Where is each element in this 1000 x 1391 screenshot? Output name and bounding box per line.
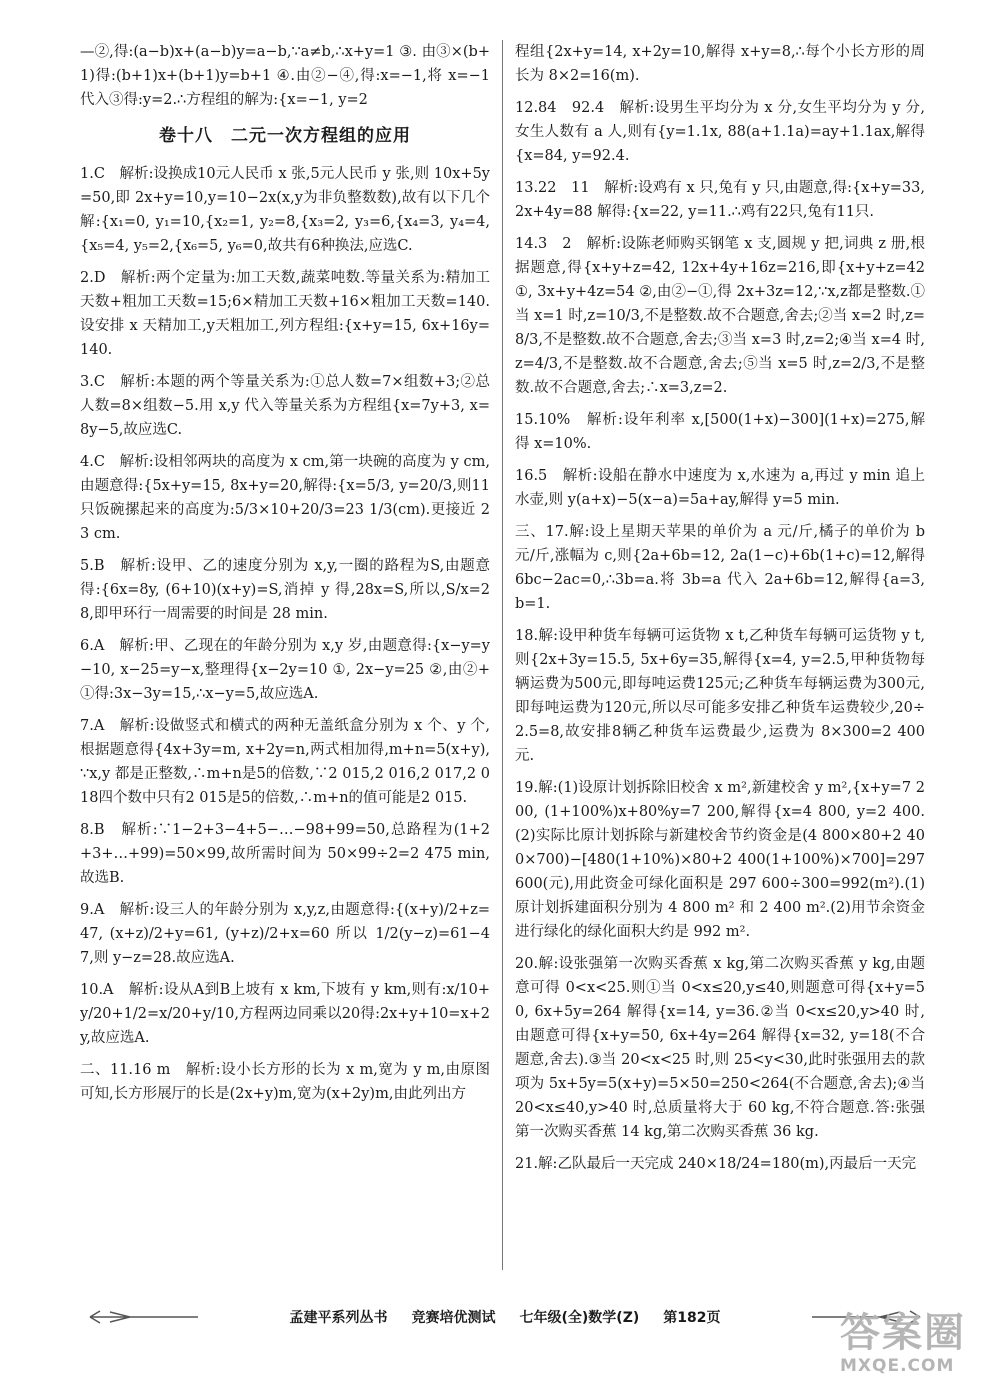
footer-book: 竞赛培优测试 bbox=[411, 1310, 496, 1326]
page-footer bbox=[200, 1300, 810, 1334]
answer-item: 三、17.解:设上星期天苹果的单价为 a 元/斤,橘子的单价为 b 元/斤,涨幅为 c,则{2a+6b=12, 2a(1−c)+6b(1+c)=12,解得 6bc−2ac=0,∴3b=a.将 3b=a 代入 2a+6b=12,解得{a=3, b=1. bbox=[515, 524, 925, 612]
footer-series: 孟建平系列丛书 bbox=[289, 1310, 388, 1326]
footer-grade: 七年级(全)数学(Z) bbox=[519, 1310, 640, 1326]
footer-ornament-left-icon bbox=[80, 1308, 200, 1326]
answer-item: 6.A 解析:甲、乙现在的年龄分别为 x,y 岁,由题意得:{x−y=y−10, x−25=y−x,整理得{x−2y=10 ①, 2x−y=25 ②,由②+①得:3x−3y=15,∴x−y=5,故应选A. bbox=[80, 638, 490, 702]
answer-item: 20.解:设张强第一次购买香蕉 x kg,第二次购买香蕉 y kg,由题意可得 0<x<25.则①当 0<x≤20,y≤40,则题意可得{x+y=50, 6x+5y=264 解得{x=14, y=36.②当 0<x≤20,y>40 时,由题意可得{x+y=50, 6x+4y=264 解得{x=32, y=18(不合题意,舍去).③当 20<x<25 时,则 25<y<30,此时张强用去的款项为 5x+5y=5(x+y)=5×50=250<264(不合题意,舍去);④当 20<x≤40,y>40 时,总质量将大于 60 kg,不符合题意.答:张强第一次购买香蕉 14 kg,第二次购买香蕉 36 kg. bbox=[515, 956, 925, 1140]
column-divider bbox=[502, 40, 503, 1270]
intro-paragraph: —②,得:(a−b)x+(a−b)y=a−b,∵a≠b,∴x+y=1 ③. 由③×(b+1)得:(b+1)x+(b+1)y=b+1 ④.由②−④,得:x=−1,将 x=−1 代入③得:y=2.∴方程组的解为:{x=−1, y=2 bbox=[80, 44, 490, 108]
answer-item: 19.解:(1)设原计划拆除旧校舍 x m²,新建校舍 y m²,{x+y=7 200, (1+100%)x+80%y=7 200,解得{x=4 800, y=2 400.(2)实际比原计划拆除与新建校舍节约资金是(4 800×80+2 400×700)−[480(1+10%)×80+2 400(1+100%)×700]=297 600(元),用此资金可绿化面积是 297 600÷300=992(m²).(1)原计划拆建面积分别为 4 800 m² 和 2 400 m².(2)用节余资金进行绿化的绿化面积大约是 992 m². bbox=[515, 780, 925, 940]
answer-item: 4.C 解析:设相邻两块的高度为 x cm,第一块碗的高度为 y cm,由题意得:{5x+y=15, 8x+y=20,解得:{x=5/3, y=20/3,则11只饭碗摞起来的高度为:5/3×10+20/3=23 1/3(cm).更接近 23 cm. bbox=[80, 454, 490, 542]
left-column bbox=[80, 40, 490, 1114]
section-title: 卷十八 二元一次方程组的应用 bbox=[159, 126, 411, 146]
watermark-title: 答案圈 bbox=[840, 1310, 966, 1356]
answer-item: 2.D 解析:两个定量为:加工天数,蔬菜吨数.等量关系为:精加工天数+粗加工天数=15;6×精加工天数+16×粗加工天数=140.设安排 x 天精加工,y天粗加工,列方程组:{x+y=15, 6x+16y=140. bbox=[80, 270, 490, 358]
answer-item: 5.B 解析:设甲、乙的速度分别为 x,y,一圈的路程为S,由题意得:{6x=8y, (6+10)(x+y)=S,消掉 y 得,28x=S,所以,S/x=28,即甲环行一周需要的时间是 28 min. bbox=[80, 558, 490, 622]
answer-item: 14.3 2 解析:设陈老师购买钢笔 x 支,圆规 y 把,词典 z 册,根据题意,得{x+y+z=42, 12x+4y+16z=216,即{x+y+z=42 ①, 3x+y+4z=54 ②,由②−①,得 2x+3z=12,∵x,z都是整数.①当 x=1 时,z=10/3,不是整数.故不合题意,舍去;②当 x=2 时,z=8/3,不是整数.故不合题意,舍去;③当 x=3 时,z=2;④当 x=4 时,z=4/3,不是整数.故不合题意,舍去;⑤当 x=5 时,z=2/3,不是整数.故不合题意,舍去;∴x=3,z=2. bbox=[515, 236, 925, 396]
answer-item: 15.10% 解析:设年利率 x,[500(1+x)−300](1+x)=275,解得 x=10%. bbox=[515, 412, 925, 452]
watermark-logo bbox=[840, 1310, 990, 1388]
answer-item: 7.A 解析:设做竖式和横式的两种无盖纸盒分别为 x 个、y 个,根据题意得{4x+3y=m, x+2y=n,两式相加得,m+n=5(x+y),∵x,y 都是正整数,∴m+n是5的倍数,∵2 015,2 016,2 017,2 018四个数中只有2 015是5的倍数,∴m+n的值可能是2 015. bbox=[80, 718, 490, 806]
answer-item: 8.B 解析:∵1−2+3−4+5−…−98+99=50,总路程为(1+2+3+…+99)=50×99,故所需时间为 50×99÷2=2 475 min,故选B. bbox=[80, 822, 490, 886]
answer-item: 9.A 解析:设三人的年龄分别为 x,y,z,由题意得:{(x+y)/2+z=47, (x+z)/2+y=61, (y+z)/2+x=60 所以 1/2(y−z)=61−47,则 y−z=28.故应选A. bbox=[80, 902, 490, 966]
answer-item: 程组{2x+y=14, x+2y=10,解得 x+y=8,∴每个小长方形的周长为 8×2=16(m). bbox=[515, 44, 925, 84]
page-number: 第182页 bbox=[663, 1310, 721, 1326]
answer-item: 21.解:乙队最后一天完成 240×18/24=180(m),丙最后一天完 bbox=[515, 1156, 917, 1172]
answer-item: 3.C 解析:本题的两个等量关系为:①总人数=7×组数+3;②总人数=8×组数−5.用 x,y 代入等量关系为方程组{x=7y+3, x=8y−5,故应选C. bbox=[80, 374, 490, 438]
answer-item: 10.A 解析:设从A到B上坡有 x km,下坡有 y km,则有:x/10+y/20+1/2=x/20+y/10,方程两边同乘以20得:2x+y+10=x+2y,故应选A. bbox=[80, 982, 490, 1046]
answer-item: 16.5 解析:设船在静水中速度为 x,水速为 a,再过 y min 追上水壶,则 y(a+x)−5(x−a)=5a+ay,解得 y=5 min. bbox=[515, 468, 925, 508]
answer-item: 12.84 92.4 解析:设男生平均分为 x 分,女生平均分为 y 分,女生人数有 a 人,则有{y=1.1x, 88(a+1.1a)=ay+1.1ax,解得{x=84, y=92.4. bbox=[515, 100, 925, 164]
watermark-url: MXQE.COM bbox=[840, 1356, 955, 1376]
answer-item: 13.22 11 解析:设鸡有 x 只,兔有 y 只,由题意,得:{x+y=33, 2x+4y=88 解得:{x=22, y=11.∴鸡有22只,兔有11只. bbox=[515, 180, 925, 220]
answer-item: 18.解:设甲种货车每辆可运货物 x t,乙种货车每辆可运货物 y t,则{2x+3y=15.5, 5x+6y=35,解得{x=4, y=2.5,甲种货物每辆运费为500元,即每吨运费125元;乙种货车每辆运费为300元,即每吨运费为120元,所以尽可能多安排乙种货车运费较少,20÷2.5=8,故安排8辆乙种货车运费最少,运费为 8×300=2 400 元. bbox=[515, 628, 925, 764]
right-column bbox=[515, 40, 925, 1184]
answer-item: 二、11.16 m 解析:设小长方形的长为 x m,宽为 y m,由原图可知,长方形展厅的长是(2x+y)m,宽为(x+2y)m,由此列出方 bbox=[80, 1062, 490, 1102]
answer-item: 1.C 解析:设换成10元人民币 x 张,5元人民币 y 张,则 10x+5y=50,即 2x+y=10,y=10−2x(x,y为非负整数数),故有以下几个解:{x₁=0, y₁=10,{x₂=1, y₂=8,{x₃=2, y₃=6,{x₄=3, y₄=4,{x₅=4, y₅=2,{x₆=5, y₆=0,故共有6种换法,应选C. bbox=[80, 166, 490, 254]
